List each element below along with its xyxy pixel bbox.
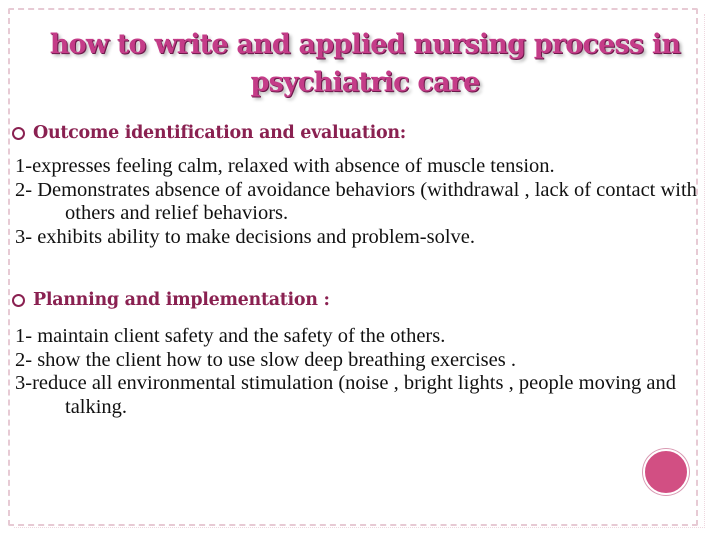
list-item-text: 2- Demonstrates absence of avoidance behaviors (withdrawal , lack of contact with others and relief behaviors. bbox=[15, 178, 697, 224]
section-heading-outcome-label: Outcome identification and evaluation: bbox=[33, 123, 406, 143]
slide-title-line-2: psychiatric care bbox=[250, 67, 480, 98]
list-item: 2- show the client how to use slow deep breathing exercises . bbox=[15, 348, 516, 371]
list-item bbox=[15, 179, 715, 226]
list-item: 1-expresses feeling calm, relaxed with absence of muscle tension. bbox=[15, 155, 555, 177]
list-item-text: 3-reduce all environmental stimulation (noise , bright lights , people moving and talking. bbox=[15, 372, 676, 418]
list-item bbox=[15, 372, 715, 419]
section-heading-outcome bbox=[12, 123, 406, 143]
hollow-circle-bullet-icon bbox=[12, 127, 25, 140]
section-heading-planning bbox=[12, 290, 330, 310]
hollow-circle-bullet-icon bbox=[12, 294, 25, 307]
section-heading-planning-label: Planning and implementation : bbox=[33, 290, 330, 310]
slide-title bbox=[20, 26, 710, 102]
slide-title-line-1: how to write and applied nursing process in bbox=[49, 29, 681, 60]
list-item: 3- exhibits ability to make decisions and problem-solve. bbox=[15, 225, 476, 248]
filled-circle-icon bbox=[643, 449, 689, 495]
outcome-list bbox=[15, 155, 695, 249]
planning-list bbox=[15, 325, 695, 419]
list-item: 1- maintain client safety and the safety of the others. bbox=[15, 325, 446, 347]
